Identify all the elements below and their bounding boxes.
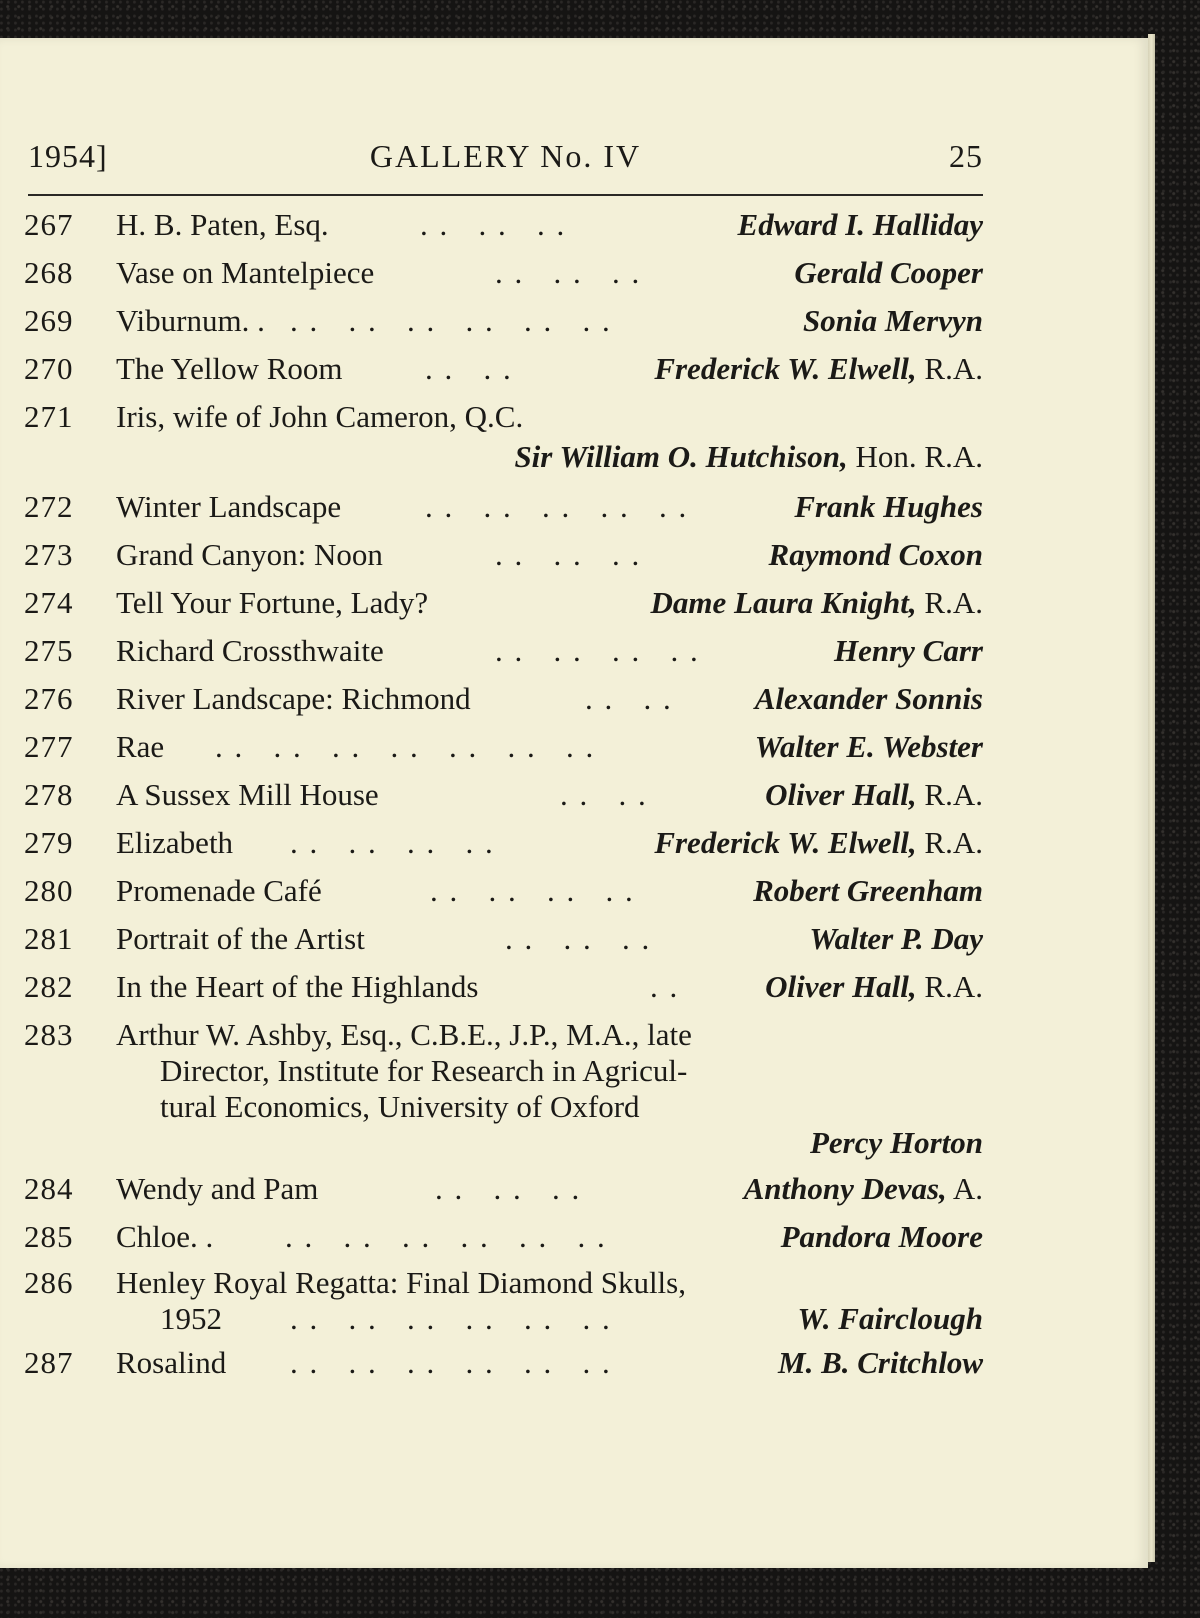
entry-title: Rae xyxy=(116,729,165,764)
leader-dots: . . . . xyxy=(585,681,673,716)
artist-honours: R.A. xyxy=(924,777,983,812)
artist-name: Frederick W. Elwell, xyxy=(654,825,917,860)
entry-artist xyxy=(744,1172,983,1206)
artist-name: W. Fairclough xyxy=(797,1301,983,1336)
artist-name: Percy Horton xyxy=(809,1125,983,1160)
artist-name: Oliver Hall, xyxy=(765,969,917,1004)
entry-number: 268 xyxy=(24,255,74,290)
artist-name: Walter P. Day xyxy=(809,921,983,956)
entry-number: 277 xyxy=(24,729,74,764)
artist-name: Frank Hughes xyxy=(794,489,983,524)
entry-title: Elizabeth xyxy=(116,825,234,860)
leader-dots: . . . . . . . . xyxy=(290,825,495,860)
entry-title: Arthur W. Ashby, Esq., C.B.E., J.P., M.A., late xyxy=(116,1017,692,1052)
entry-title: Viburnum. . xyxy=(116,303,265,338)
entry-number: 280 xyxy=(24,873,74,908)
artist-name: Gerald Cooper xyxy=(794,255,983,290)
leader-dots: . . . . . . . . xyxy=(430,873,635,908)
entry-number: 283 xyxy=(24,1017,74,1052)
entry-artist xyxy=(834,634,983,668)
entry-artist xyxy=(753,874,983,908)
entry-artist xyxy=(514,440,983,474)
entry-artist xyxy=(765,778,983,812)
leader-dots: . . . . . . . . xyxy=(495,633,700,668)
entry-number: 269 xyxy=(24,303,74,338)
entry-number: 276 xyxy=(24,681,74,716)
entry-title: A Sussex Mill House xyxy=(116,777,379,812)
entry-number: 267 xyxy=(24,207,74,242)
entry-artist xyxy=(651,586,983,620)
entry-number: 282 xyxy=(24,969,74,1004)
entry-title-line2: 1952 xyxy=(160,1301,222,1336)
leader-dots: . . . . . . xyxy=(435,1171,582,1206)
artist-name: Edward I. Halliday xyxy=(737,207,983,242)
artist-honours: R.A. xyxy=(924,585,983,620)
entry-title: Chloe. . xyxy=(116,1219,214,1254)
artist-honours: R.A. xyxy=(924,825,983,860)
entry-title-line3: tural Economics, University of Oxford xyxy=(160,1089,640,1124)
leader-dots: . . . . . . xyxy=(420,207,567,242)
entry-title: Portrait of the Artist xyxy=(116,921,365,956)
entry-artist xyxy=(765,970,983,1004)
entry-title: River Landscape: Richmond xyxy=(116,681,471,716)
entry-number: 279 xyxy=(24,825,74,860)
entry-number: 271 xyxy=(24,399,74,434)
entry-title: Vase on Mantelpiece xyxy=(116,255,375,290)
entry-artist xyxy=(798,1302,983,1336)
entry-artist xyxy=(654,826,983,860)
entry-number: 274 xyxy=(24,585,74,620)
entry-title: Grand Canyon: Noon xyxy=(116,537,383,572)
leader-dots: . . . . xyxy=(560,777,648,812)
entry-artist xyxy=(794,256,983,290)
entry-artist xyxy=(654,352,983,386)
artist-name: Alexander Sonnis xyxy=(754,681,983,716)
artist-name: Sir William O. Hutchison, xyxy=(514,439,848,474)
entry-number: 270 xyxy=(24,351,74,386)
entry-number: 273 xyxy=(24,537,74,572)
entry-title: H. B. Paten, Esq. xyxy=(116,207,329,242)
entry-title-line2: Director, Institute for Research in Agricul- xyxy=(160,1053,688,1088)
entry-title: Tell Your Fortune, Lady? xyxy=(116,585,429,620)
entry-artist xyxy=(778,1346,983,1380)
artist-name: Oliver Hall, xyxy=(765,777,917,812)
entry-number: 281 xyxy=(24,921,74,956)
entry-artist xyxy=(781,1220,983,1254)
leader-dots: . . xyxy=(650,969,680,1004)
entry-artist xyxy=(755,730,983,764)
entry-number: 272 xyxy=(24,489,74,524)
entry-number: 275 xyxy=(24,633,74,668)
leader-dots: . . . . . . . . . . . . xyxy=(285,1219,607,1254)
entry-title: Iris, wife of John Cameron, Q.C. xyxy=(116,399,524,434)
entry-artist xyxy=(810,1126,983,1160)
leader-dots: . . . . . . . . . . . . xyxy=(290,303,612,338)
entry-title: Promenade Café xyxy=(116,873,322,908)
entry-number: 285 xyxy=(24,1219,74,1254)
entry-number: 286 xyxy=(24,1265,74,1300)
artist-name: Sonia Mervyn xyxy=(803,303,983,338)
entry-number: 278 xyxy=(24,777,74,812)
entry-artist xyxy=(794,490,983,524)
leader-dots: . . . . . . . . . . . . xyxy=(290,1345,612,1380)
entry-number: 287 xyxy=(24,1345,74,1380)
artist-name: Pandora Moore xyxy=(780,1219,983,1254)
entry-title: Richard Crossthwaite xyxy=(116,633,384,668)
leader-dots: . . . . . . xyxy=(495,537,642,572)
entry-title: Rosalind xyxy=(116,1345,227,1380)
leader-dots: . . . . . . . . . . xyxy=(425,489,689,524)
artist-honours: Hon. R.A. xyxy=(855,439,983,474)
page-number: 25 xyxy=(949,138,983,174)
entry-title: Winter Landscape xyxy=(116,489,342,524)
artist-name: Frederick W. Elwell, xyxy=(654,351,917,386)
artist-honours: A. xyxy=(952,1171,983,1206)
entry-title: Wendy and Pam xyxy=(116,1171,319,1206)
artist-name: Robert Greenham xyxy=(753,873,983,908)
entry-number: 284 xyxy=(24,1171,74,1206)
header-year: 1954] xyxy=(28,138,108,174)
artist-honours: R.A. xyxy=(924,351,983,386)
entry-artist xyxy=(809,922,983,956)
leader-dots: . . . . . . . . . . . . . . xyxy=(215,729,596,764)
entry-artist xyxy=(769,538,983,572)
leader-dots: . . . . . . xyxy=(495,255,642,290)
leader-dots: . . . . . . xyxy=(505,921,652,956)
leader-dots: . . . . xyxy=(425,351,513,386)
header-title: GALLERY No. IV xyxy=(369,138,642,174)
leader-dots: . . . . . . . . . . . . xyxy=(290,1301,612,1336)
entry-title: The Yellow Room xyxy=(116,351,343,386)
artist-name: M. B. Critchlow xyxy=(778,1345,983,1380)
entry-title: Henley Royal Regatta: Final Diamond Skulls, xyxy=(116,1265,686,1300)
entry-artist xyxy=(803,304,983,338)
entry-title: In the Heart of the Highlands xyxy=(116,969,479,1004)
entry-artist xyxy=(738,208,983,242)
artist-name: Raymond Coxon xyxy=(768,537,983,572)
page-edge xyxy=(1148,34,1155,1562)
artist-honours: R.A. xyxy=(924,969,983,1004)
artist-name: Walter E. Webster xyxy=(754,729,983,764)
artist-name: Henry Carr xyxy=(834,633,983,668)
artist-name: Dame Laura Knight, xyxy=(650,585,917,620)
artist-name: Anthony Devas, xyxy=(743,1171,947,1206)
entry-artist xyxy=(755,682,983,716)
